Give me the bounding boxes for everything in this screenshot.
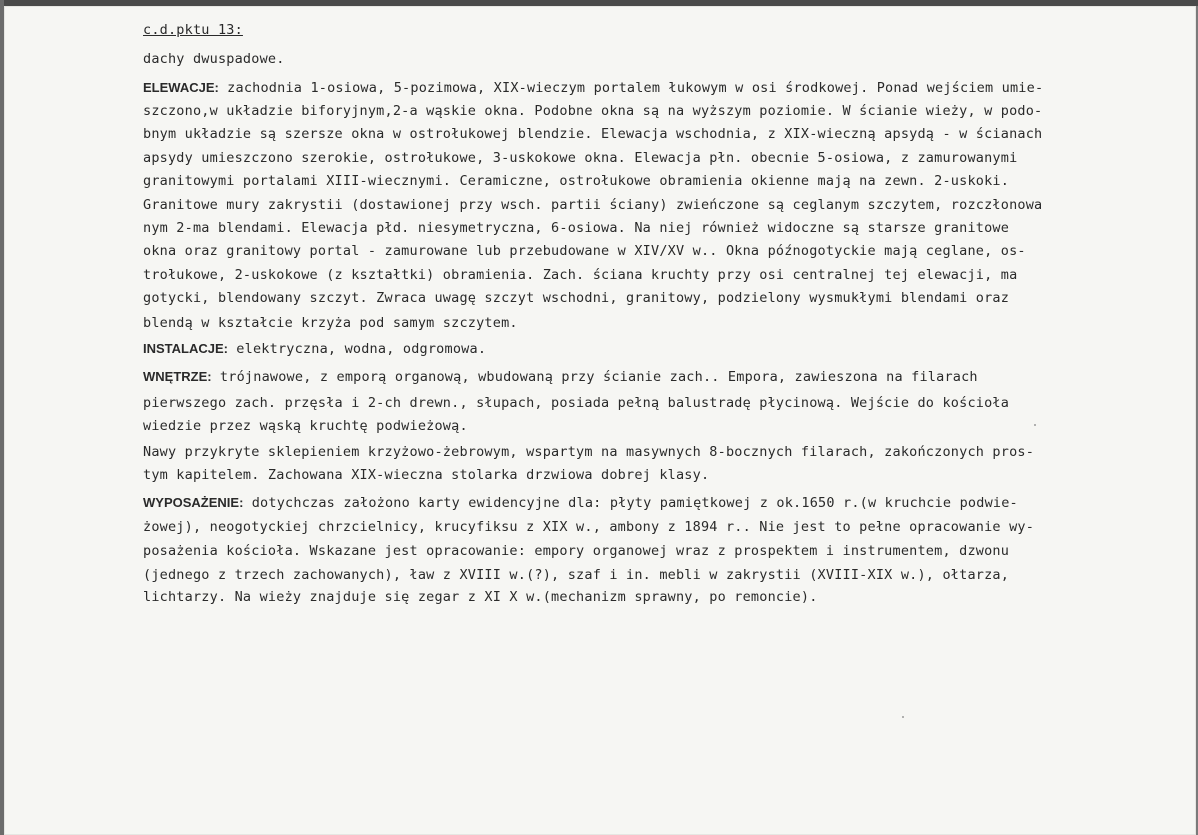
text-line: nym 2-ma blendami. Elewacja płd. niesymetryczna, 6-osiowa. Na niej również widoczne są starsze granitowe: [143, 220, 1010, 236]
text-line: Nawy przykryte sklepieniem krzyżowo-żebrowym, wspartym na masywnych 8-bocznych filarach, zakończonych pros-: [143, 444, 1035, 460]
scan-speck: [902, 716, 904, 718]
section-keyword: WNĘTRZE:: [143, 369, 212, 384]
text-line: granitowymi portalami XIII-wiecznymi. Ceramiczne, ostrołukowe obramienia okienne mają na zewn. 2-uskoki.: [143, 173, 1010, 189]
text-line: apsydy umieszczono szerokie, ostrołukowe, 3-uskokowe okna. Elewacja płn. obecnie 5-osiowa, z zamurowanymi: [143, 150, 1018, 166]
text-line: wiedzie przez wąską kruchtę podwieżową.: [143, 418, 468, 434]
section-keyword: ELEWACJE:: [143, 80, 219, 95]
text-line: szczono,w układzie biforyjnym,2-a wąskie okna. Podobne okna są na wyższym poziomie. W ścianie wieży, w podo-: [143, 103, 1043, 119]
text-line: INSTALACJE: elektryczna, wodna, odgromowa.: [143, 341, 487, 357]
text-line: ELEWACJE: zachodnia 1-osiowa, 5-pozimowa, XIX-wieczym portalem łukowym w osi środkowej. Ponad wejściem umie-: [143, 80, 1044, 96]
text-line: tym kapitelem. Zachowana XIX-wieczna stolarka drzwiowa dobrej klasy.: [143, 467, 710, 483]
text-line: posażenia kościoła. Wskazane jest opracowanie: empory organowej wraz z prospektem i instrumentem, dzwonu: [143, 543, 1010, 559]
text-line: trołukowe, 2-uskokowe (z kształtki) obramienia. Zach. ściana kruchty przy osi centralnej tej elewacji, ma: [143, 267, 1018, 283]
section-keyword: WYPOSAŻENIE:: [143, 495, 244, 510]
text-line: Granitowe mury zakrystii (dostawionej przy wsch. partii ściany) zwieńczone są ceglanym szczytem, rozczłonowa: [143, 197, 1043, 213]
page-header: c.d.pktu 13:: [143, 22, 243, 38]
text-line: WNĘTRZE: trójnawowe, z emporą organową, wbudowaną przy ścianie zach.. Empora, zawieszona na filarach: [143, 369, 978, 385]
text-line: dachy dwuspadowe.: [143, 51, 285, 67]
text-line: okna oraz granitowy portal - zamurowane lub przebudowane w XIV/XV w.. Okna późnogotyckie mają ceglane, os-: [143, 243, 1026, 259]
scan-speck: [1034, 424, 1036, 426]
text-line: pierwszego zach. przęsła i 2-ch drewn., słupach, posiada pełną balustradę płycinową. Wejście do kościoła: [143, 395, 1010, 411]
text-line: bnym układzie są szersze okna w ostrołukowej blendzie. Elewacja wschodnia, z XIX-wieczną apsydą - w ścianach: [143, 126, 1043, 142]
section-keyword: INSTALACJE:: [143, 341, 228, 356]
text-line: WYPOSAŻENIE: dotychczas założono karty ewidencyjne dla: płyty pamiętkowej z ok.1650 r.(w kruchcie podwie-: [143, 495, 1018, 511]
text-line: blendą w kształcie krzyża pod samym szczytem.: [143, 315, 518, 331]
text-line: żowej), neogotyckiej chrzcielnicy, krucyfiksu z XIX w., ambony z 1894 r.. Nie jest to pełne opracowanie wy-: [143, 519, 1035, 535]
text-line: gotycki, blendowany szczyt. Zwraca uwagę szczyt wschodni, granitowy, podzielony wysmukłymi blendami oraz: [143, 290, 1010, 306]
text-line: lichtarzy. Na wieży znajduje się zegar z XI X w.(mechanizm sprawny, po remoncie).: [143, 589, 818, 605]
text-line: (jednego z trzech zachowanych), ław z XVIII w.(?), szaf i in. mebli w zakrystii (XVIII-XIX w.), ołtarza,: [143, 567, 1010, 583]
